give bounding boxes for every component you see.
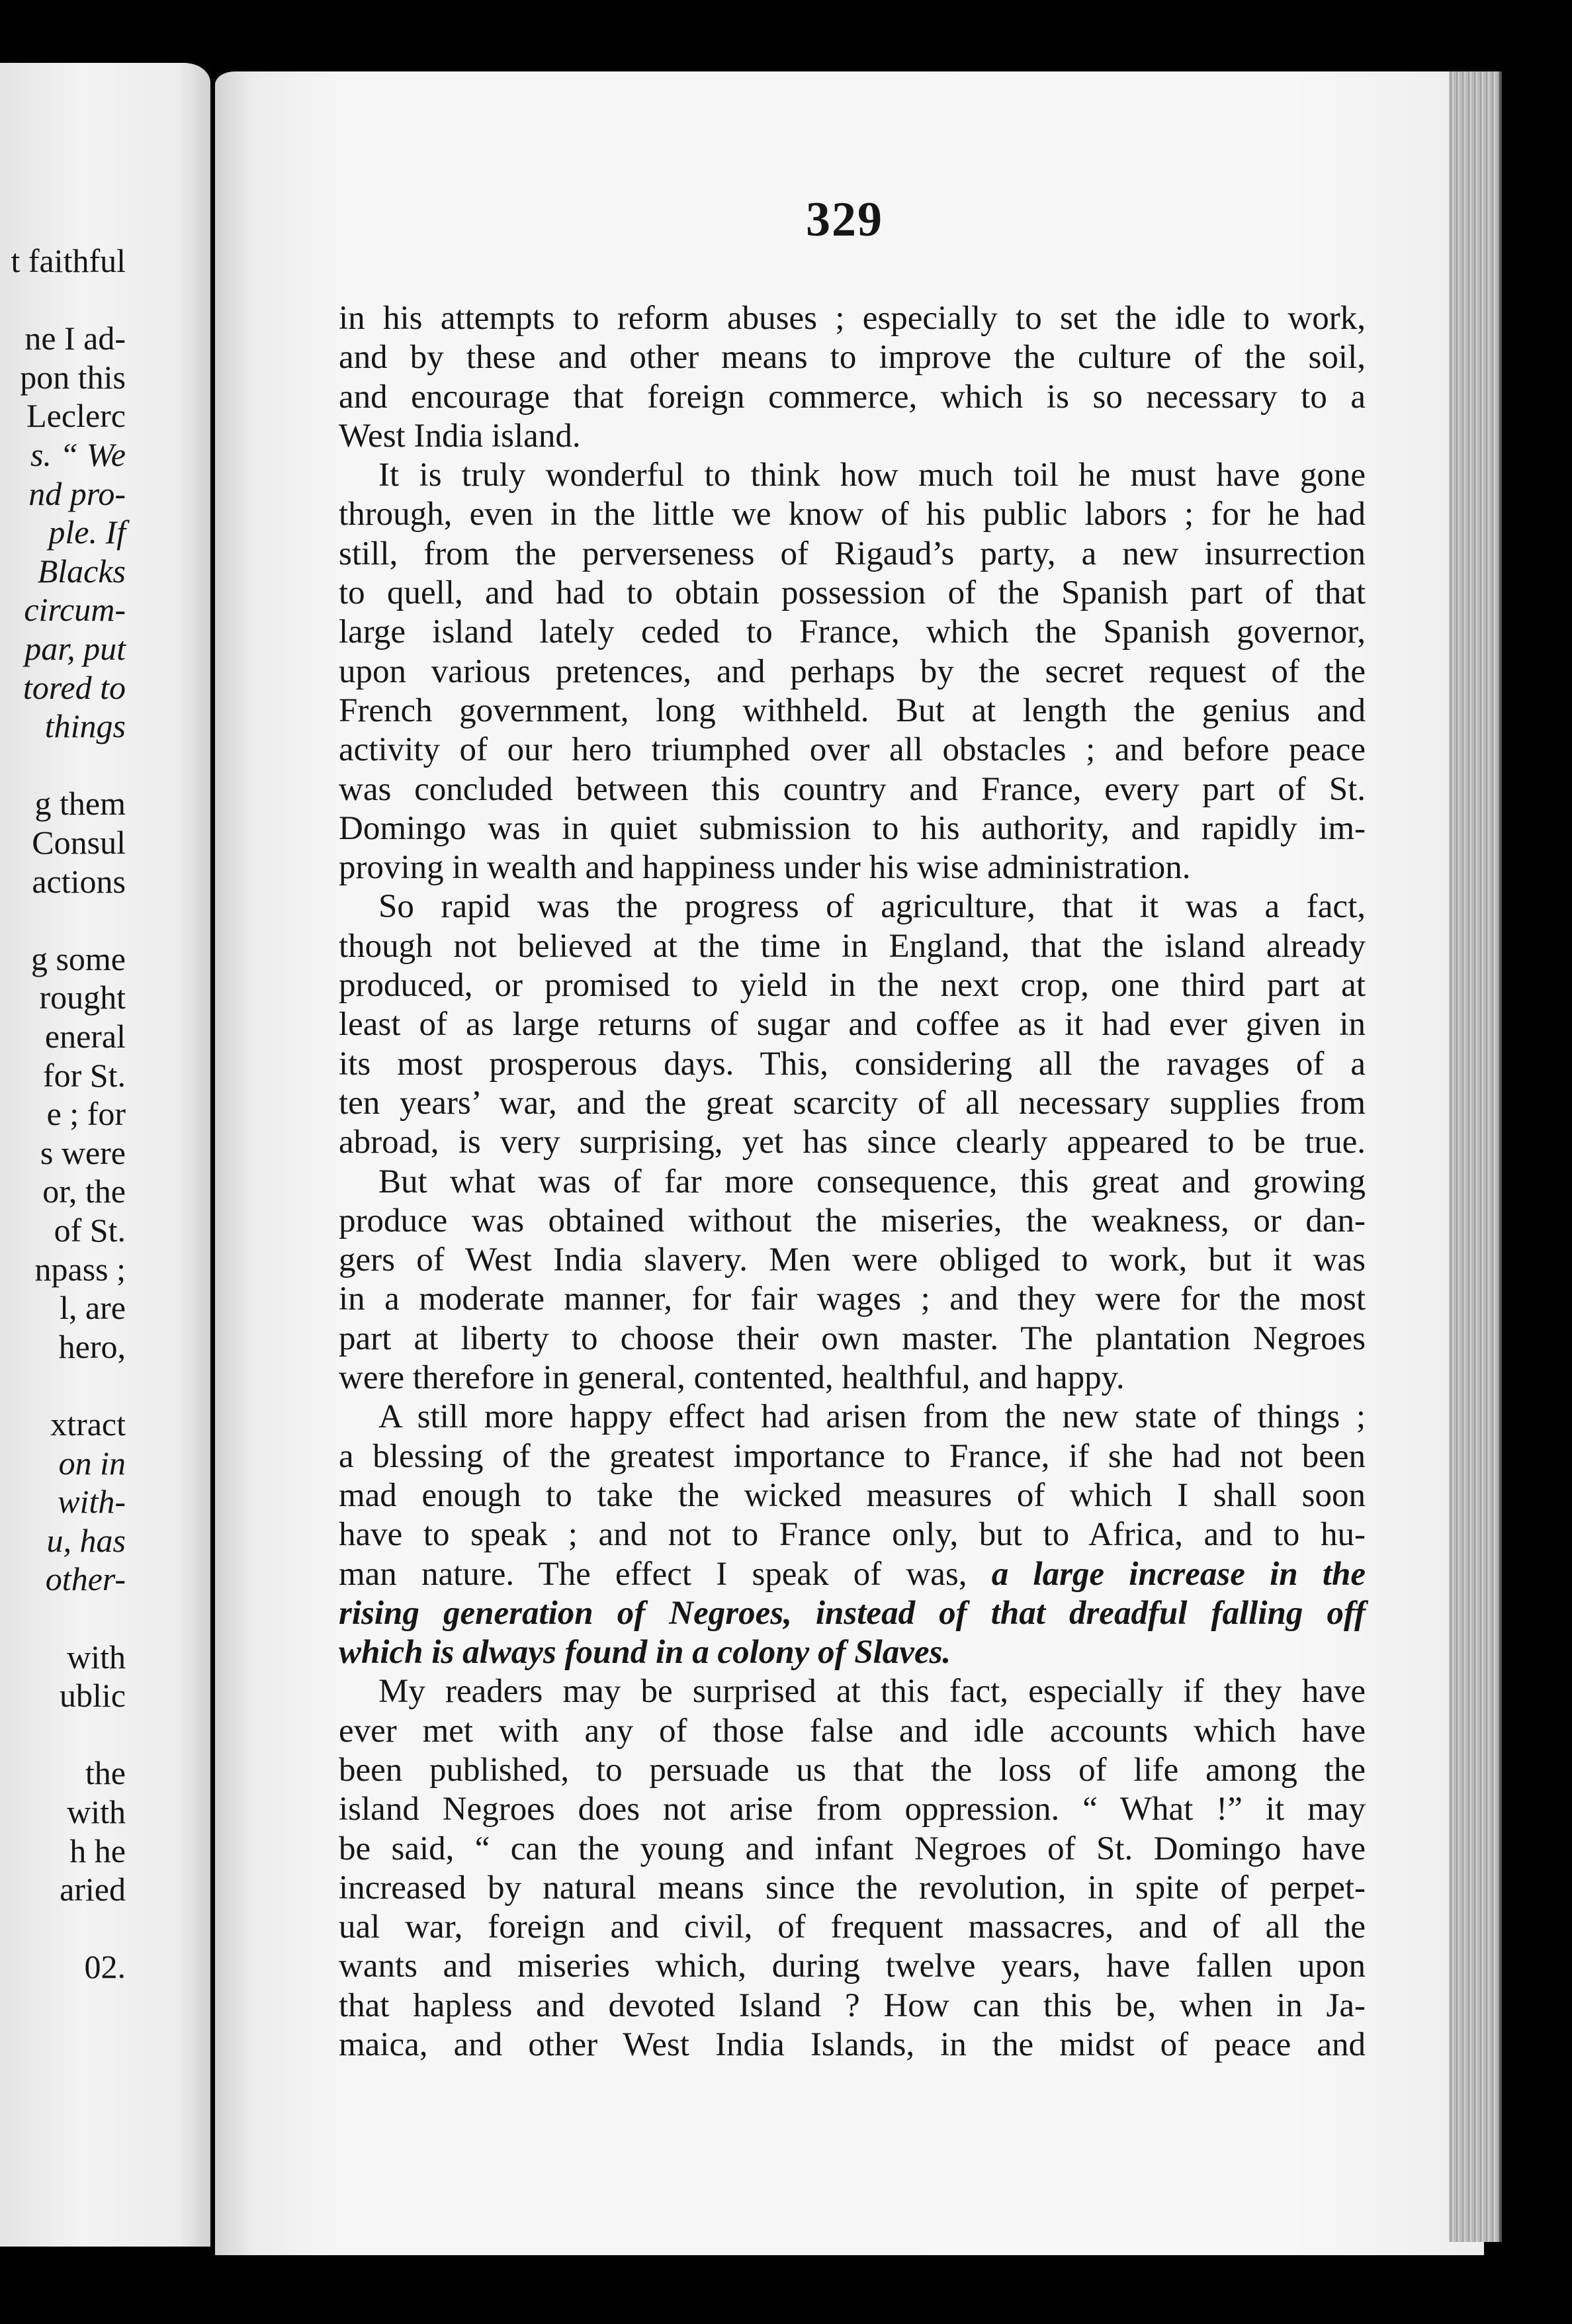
left-page-fragment: aried <box>60 1871 126 1908</box>
text-line: mad enough to take the wicked measures of which I shall soon <box>339 1476 1366 1514</box>
text-line: island Negroes does not arise from oppression. “ What !” it may <box>339 1791 1366 1828</box>
text-line: still, from the perverseness of Rigaud’s party, a new insurrection <box>339 535 1366 572</box>
left-page-fragment: g them <box>34 785 126 823</box>
text-line: in a moderate manner, for fair wages ; and they were for the most <box>339 1280 1366 1318</box>
left-page-fragment: actions <box>32 862 126 900</box>
left-page-fragment: ne I ad- <box>24 320 126 357</box>
left-page-fragment: 02. <box>84 1948 126 1986</box>
left-page-fragment: g some <box>30 940 126 977</box>
left-page-fragment: e ; for <box>46 1095 126 1133</box>
text-line: produce was obtained without the miseries, the weakness, or dan- <box>339 1202 1366 1239</box>
left-page-fragment: with <box>67 1793 126 1830</box>
left-page-fragment: with <box>67 1638 126 1676</box>
body-text <box>339 299 1366 2065</box>
text-line-mixed <box>339 1555 1366 1594</box>
left-page-fragment: eneral <box>44 1018 126 1055</box>
text-line: produced, or promised to yield in the next crop, one third part at <box>339 967 1366 1005</box>
text-line: abroad, is very surprising, yet has since clearly appeared to be true. <box>339 1124 1366 1161</box>
text-line: ever met with any of those false and idle accounts which have <box>339 1712 1366 1750</box>
left-page-fragment: things <box>44 707 126 745</box>
left-page-fragment: ublic <box>60 1677 126 1715</box>
text-line-italic: which is always found in a colony of Slaves. <box>339 1634 951 1672</box>
left-page-fragment: rought <box>39 979 126 1016</box>
left-page-fragment: npass ; <box>34 1250 126 1288</box>
text-line: been published, to persuade us that the loss of life among the <box>339 1751 1366 1789</box>
left-page-fragment: or, the <box>42 1173 126 1210</box>
left-page-fragment: for St. <box>43 1056 126 1094</box>
text-line-italic-part: a large increase in the <box>991 1555 1366 1593</box>
text-line: though not believed at the time in England, that the island already <box>339 927 1366 965</box>
text-line: and by these and other means to improve the culture of the soil, <box>339 339 1366 377</box>
left-page-fragment: pon this <box>20 358 126 396</box>
left-page-fragment: xtract <box>50 1406 126 1443</box>
text-line: was concluded between this country and France, every part of St. <box>339 770 1366 808</box>
text-line: My readers may be surprised at this fact, especially if they have <box>378 1673 1366 1711</box>
left-page-fragment: Consul <box>32 824 126 861</box>
text-line: large island lately ceded to France, which the Spanish governor, <box>339 613 1366 651</box>
left-page-fragment: s. “ We <box>30 436 126 473</box>
text-line: It is truly wonderful to think how much toil he must have gone <box>378 457 1366 494</box>
left-page-fragment: s were <box>40 1134 126 1171</box>
text-line: ual war, foreign and civil, of frequent massacres, and of all the <box>339 1908 1366 1946</box>
left-page-fragment: Leclerc <box>26 397 126 435</box>
left-page-fragment: l, are <box>60 1289 126 1327</box>
left-page-fragment: with- <box>58 1483 126 1521</box>
text-line: in his attempts to reform abuses ; especially to set the idle to work, <box>339 300 1366 337</box>
text-line-italic: rising generation of Negroes, instead of that dreadful falling off <box>339 1594 1366 1632</box>
text-line: increased by natural means since the revolution, in spite of perpet- <box>339 1869 1366 1906</box>
text-line-roman-part: man nature. The effect I speak of was, <box>339 1555 992 1593</box>
text-line: proving in wealth and happiness under his wise administration. <box>339 849 1191 887</box>
left-page-fragment: the <box>85 1754 126 1792</box>
page-edges <box>1449 71 1502 2242</box>
text-line: were therefore in general, contented, healthful, and happy. <box>339 1359 1125 1397</box>
text-line: part at liberty to choose their own master. The plantation Negroes <box>339 1319 1366 1357</box>
text-line: So rapid was the progress of agriculture, that it was a fact, <box>378 888 1366 926</box>
text-line: Domingo was in quiet submission to his authority, and rapidly im- <box>339 809 1366 847</box>
text-line: West India island. <box>339 417 581 455</box>
left-page-fragment: par, put <box>24 630 126 667</box>
text-line: least of as large returns of sugar and coffee as it had ever given in <box>339 1006 1366 1044</box>
left-page-fragment: Blacks <box>37 552 126 590</box>
text-line: French government, long withheld. But at length the genius and <box>339 692 1366 729</box>
text-line: ten years’ war, and the great scarcity of all necessary supplies from <box>339 1084 1366 1122</box>
text-line: activity of our hero triumphed over all obstacles ; and before peace <box>339 731 1366 769</box>
text-line: have to speak ; and not to France only, but to Africa, and to hu- <box>339 1516 1366 1554</box>
left-page-fragment: nd pro- <box>28 474 126 512</box>
left-page-fragment: ple. If <box>48 514 126 551</box>
left-page-fragment: circum- <box>24 591 126 629</box>
text-line: through, even in the little we know of his public labors ; for he had <box>339 496 1366 533</box>
left-page-fragment: tored to <box>22 668 126 706</box>
left-page-fragment: of St. <box>54 1212 126 1249</box>
text-line: gers of West India slavery. Men were obliged to work, but it was <box>339 1241 1366 1279</box>
text-line: upon various pretences, and perhaps by the secret request of the <box>339 652 1366 690</box>
left-page-fragment: other- <box>45 1560 126 1598</box>
left-page-fragment: u, has <box>46 1521 126 1559</box>
text-line: wants and miseries which, during twelve years, have fallen upon <box>339 1947 1366 1985</box>
text-line: a blessing of the greatest importance to France, if she had not been <box>339 1437 1366 1475</box>
page-number: 329 <box>806 193 883 247</box>
text-line: maica, and other West India Islands, in the midst of peace and <box>339 2026 1366 2064</box>
text-line: But what was of far more consequence, this great and growing <box>378 1163 1366 1200</box>
text-line: A still more happy effect had arisen from the new state of things ; <box>378 1398 1366 1436</box>
text-line: and encourage that foreign commerce, which is so necessary to a <box>339 378 1366 416</box>
left-page-fragment: h he <box>69 1832 126 1869</box>
text-line: its most prosperous days. This, considering all the ravages of a <box>339 1045 1366 1083</box>
left-facing-page <box>0 63 210 2247</box>
text-line: that hapless and devoted Island ? How can this be, when in Ja- <box>339 1987 1366 2024</box>
left-page-fragment: on in <box>58 1444 126 1482</box>
left-page-fragment: t faithful <box>11 242 126 279</box>
text-line: to quell, and had to obtain possession of the Spanish part of that <box>339 574 1366 612</box>
left-page-fragment: hero, <box>58 1327 126 1365</box>
text-line: be said, “ can the young and infant Negroes of St. Domingo have <box>339 1830 1366 1867</box>
